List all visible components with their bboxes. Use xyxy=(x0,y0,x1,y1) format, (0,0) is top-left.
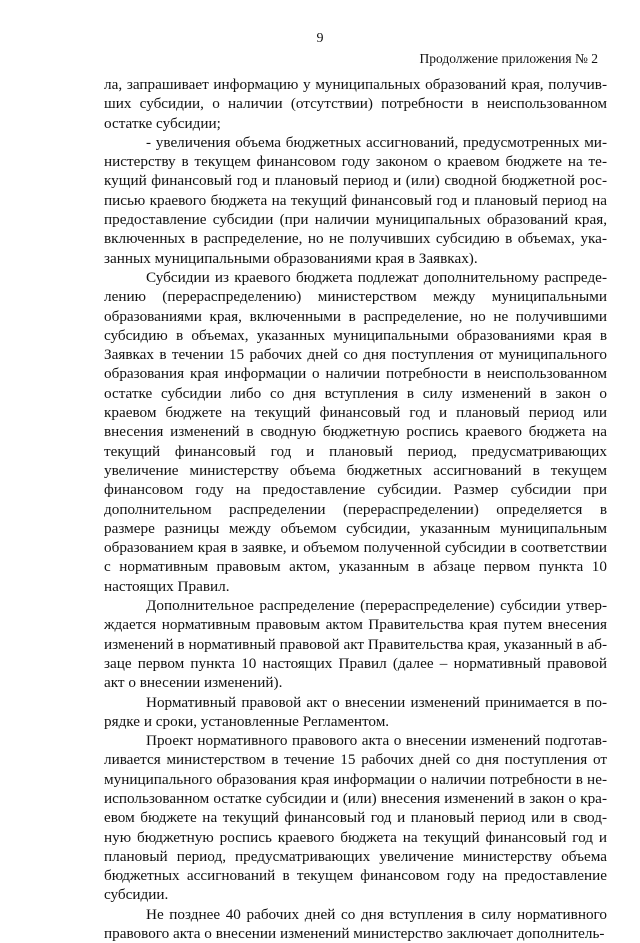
paragraph-budget-increase: - увеличения объема бюджетных ассигнований, предусмотренных министерству в текущем финансовом году законом о краевом бюджете на текущий финансовый год и плановый период и (или) сводной бюджетной росписью краевого бюджета на текущий финансовый год и плановый период на предоставление субсидии (при наличии муниципальных образований края, включенных в распределение, но не получивших субсидию в объемах, указанных муниципальными образованиями края в Заявках). xyxy=(104,133,607,267)
paragraph-act-adoption: Нормативный правовой акт о внесении изменений принимается в порядке и сроки, установленные Регламентом. xyxy=(104,693,607,730)
paragraph-additional-distribution: Субсидии из краевого бюджета подлежат дополнительному распределению (перераспределению) министерством между муниципальными образованиями края, включенными в распределение, но не получившими субсидию в объемах, указанных муниципальными образованиями края в Заявках в течении 15 рабочих дней со дня поступления от муниципального образования края информации о наличии потребности в неиспользованном остатке субсидии либо со дня вступления в силу изменений в закон о краевом бюджете на текущий финансовый год и плановый период или внесения изменений в сводную бюджетную роспись краевого бюджета на текущий финансовый год и плановый период, предусматривающих увеличение министерству объема бюджетных ассигнований в текущем финансовом году на предоставление субсидии. Размер субсидии при дополнительном распределении (перераспределении) определяется в размере разницы между объемом субсидии, указанным муниципальным образованием края в заявке, и объемом полученной субсидии в соответствии с нормативным правовым актом, указанным в абзаце первом пункта 10 настоящих Правил. xyxy=(104,268,607,595)
paragraph-continued: ла, запрашивает информацию у муниципальных образований края, получивших субсидии, о наличии (отсутствии) потребности в неиспользованном остатке субсидии; xyxy=(104,76,607,132)
paragraph-distribution-approval: Дополнительное распределение (перераспределение) субсидии утверждается нормативным правовым актом Правительства края путем внесения изменений в нормативный правовой акт Правительства края, указанный в абзаце первом пункта 10 настоящих Правил (далее – нормативный правовой акт о внесении изменений). xyxy=(104,597,607,692)
appendix-continuation-label: Продолжение приложения № 2 xyxy=(419,51,598,66)
paragraph-agreement-deadline: Не позднее 40 рабочих дней со дня вступления в силу нормативного правового акта о внесении изменений министерство заключает дополнитель- xyxy=(104,905,607,943)
paragraph-draft-preparation: Проект нормативного правового акта о внесении изменений подготавливается министерством в течение 15 рабочих дней со дня поступления от муниципального образования края информации о наличии потребности в неиспользованном остатке субсидии и (или) внесения изменений в закон о краевом бюджете на текущий финансовый год и плановый период или в сводную бюджетную роспись краевого бюджета на текущий финансовый год и плановый период, предусматривающих увеличение министерству объема бюджетных ассигнований в текущем финансовом году на предоставление субсидии. xyxy=(104,732,607,904)
document-body xyxy=(104,75,607,943)
page-number: 9 xyxy=(316,31,324,46)
